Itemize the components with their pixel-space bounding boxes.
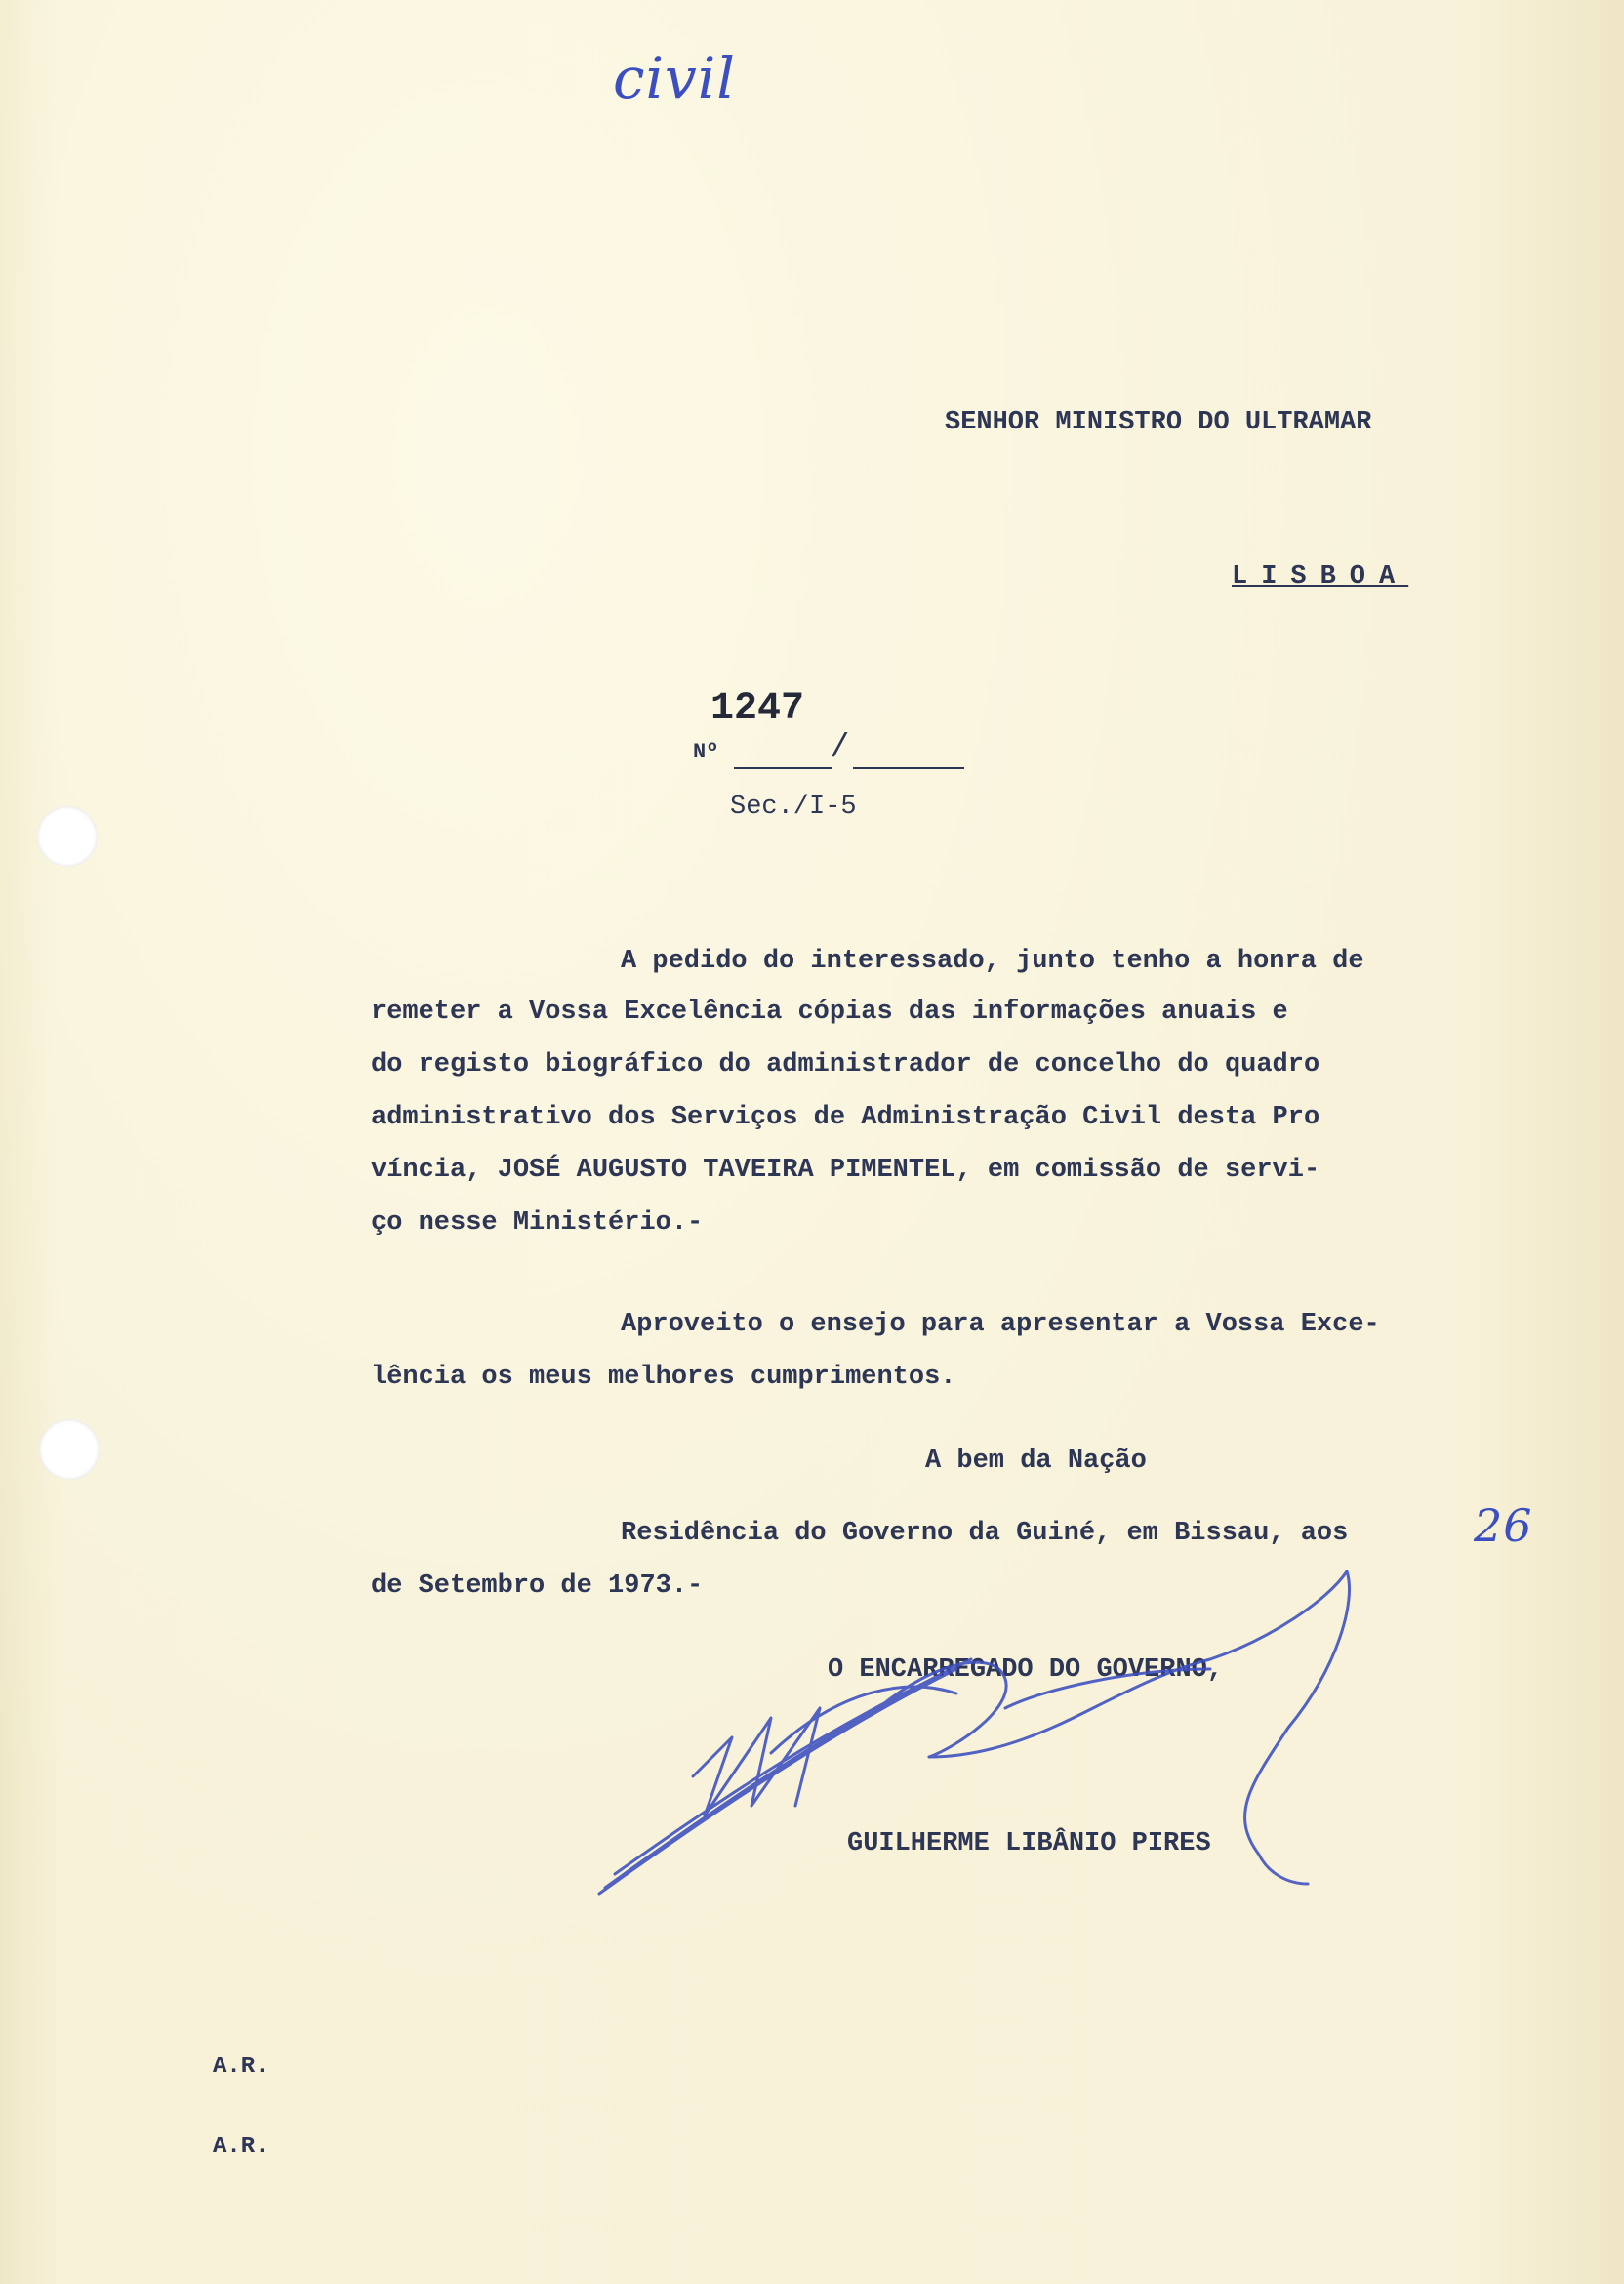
reference-blank-2: [853, 767, 964, 769]
paragraph1-line5: víncia, JOSÉ AUGUSTO TAVEIRA PIMENTEL, em comissão de servi-: [371, 1156, 1320, 1185]
footer-note-1: A.R.: [213, 2054, 269, 2080]
paragraph2-line1: Aproveito o ensejo para apresentar a Vossa Exce-: [621, 1310, 1380, 1339]
reference-section: Sec./I-5: [730, 793, 857, 822]
paragraph1-line4: administrativo dos Serviços de Administração Civil desta Pro: [371, 1103, 1320, 1132]
handwritten-day: 26: [1474, 1499, 1533, 1552]
paragraph1-line1: A pedido do interessado, junto tenho a honra de: [621, 947, 1364, 976]
city: LISBOA: [1232, 562, 1409, 591]
signature-flourish: [586, 1562, 1464, 1913]
salutation: A bem da Nação: [925, 1447, 1147, 1476]
paragraph1-line2: remeter a Vossa Excelência cópias das informações anuais e: [371, 998, 1288, 1027]
paragraph1-line3: do registo biográfico do administrador de concelho do quadro: [371, 1050, 1320, 1080]
place-date-line1: Residência do Governo da Guiné, em Bissau, aos: [621, 1519, 1349, 1548]
reference-number-prefix: Nº: [693, 740, 719, 764]
reference-separator: /: [830, 730, 850, 767]
addressee: SENHOR MINISTRO DO ULTRAMAR: [945, 408, 1372, 437]
reference-blank-1: [734, 767, 832, 769]
footer-note-2: A.R.: [213, 2134, 269, 2160]
reference-number: 1247: [710, 687, 805, 731]
punch-hole-bottom: [39, 1419, 100, 1480]
handwritten-note-civil: civil: [613, 45, 736, 111]
signatory-role: O ENCARREGADO DO GOVERNO,: [828, 1655, 1224, 1685]
paragraph2-line2: lência os meus melhores cumprimentos.: [371, 1363, 956, 1392]
place-date-line2: de Setembro de 1973.-: [371, 1571, 704, 1601]
punch-hole-top: [37, 806, 98, 867]
signatory-name: GUILHERME LIBÂNIO PIRES: [847, 1829, 1211, 1858]
paragraph1-line6: ço nesse Ministério.-: [371, 1208, 704, 1238]
